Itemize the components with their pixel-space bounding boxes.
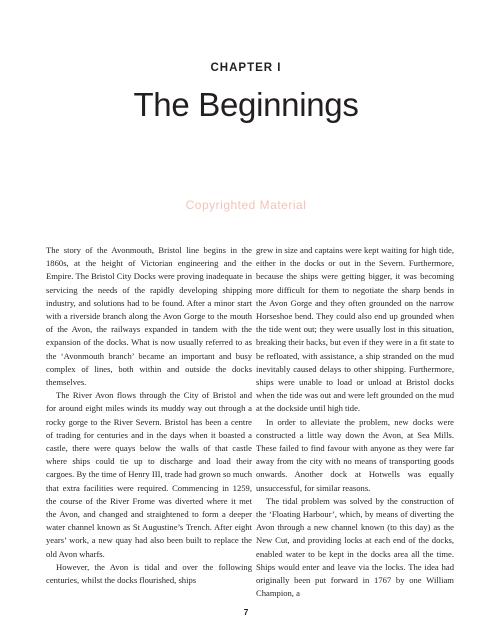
paragraph: grew in size and captains were kept waiting for high tide, either in the docks or out in the Severn. Furthermore, because the ships were getting bigger, it was becoming more difficult for them to negotiate the sharp bends in the Avon Gorge and they often grounded on the narrow Horseshoe bend. They could also end up grounded when the tide went out; they were usually lost in this situation, breaking their backs, but even if they were in a fit state to be refloated, with assistance, a ship stranded on the mud inevitably caused delays to other shipping. Furthermore, ships were unable to load or unload at Bristol docks when the tide was out and were left grounded on the mud at the dockside until high tide.: [256, 245, 454, 414]
chapter-title: The Beginnings: [133, 86, 359, 123]
right-column: [256, 244, 454, 600]
page-number: 7: [243, 607, 249, 617]
watermark: Copyrighted Material: [185, 198, 307, 212]
paragraph: The tidal problem was solved by the construction of the ‘Floating Harbour’, which, by means of diverting the Avon through a new channel known (to this day) as the New Cut, and providing locks at each end of the docks, enabled water to be kept in the docks area all the time. Ships would enter and leave via the locks. The idea had originally been put forward in 1767 by one William Champion, a: [256, 495, 454, 599]
paragraph: However, the Avon is tidal and over the following centuries, whilst the docks flourished, ships: [46, 561, 252, 586]
chapter-label: CHAPTER I: [210, 62, 282, 74]
left-column: [46, 244, 252, 587]
paragraph: The story of the Avonmouth, Bristol line begins in the 1860s, at the height of Victorian engineering and the Empire. The Bristol City Docks were proving inadequate in servicing the needs of the rapidly developing shipping industry, and solutions had to be found. After a minor start with a riverside branch along the Avon Gorge to the mouth of the Avon, the railways expanded in tandem with the expansion of the docks. What is now usually referred to as the ‘Avonmouth branch’ became an important and busy complex of lines, both within and outside the docks themselves.: [46, 245, 252, 388]
paragraph: The River Avon flows through the City of Bristol and for around eight miles winds its muddy way out through a rocky gorge to the River Severn. Bristol has been a centre of trading for centuries and in the days when it boasted a castle, there were quays below the walls of that castle where ships could tie up to discharge and load their cargoes. By the time of Henry III, trade had grown so much that extra facilities were required. Commencing in 1259, the course of the River Frome was diverted where it met the Avon, and changed and straightened to form a deeper water channel known as St Augustine’s Trench. After eight years’ work, a new quay had also been built to replace the old Avon wharfs.: [46, 390, 252, 559]
paragraph: In order to alleviate the problem, new docks were constructed a little way down the Avon, at Sea Mills. These failed to find favour with anyone as they were far away from the city with no means of transporting goods onwards. Another dock at Hotwells was equally unsuccessful, for similar reasons.: [256, 416, 454, 493]
